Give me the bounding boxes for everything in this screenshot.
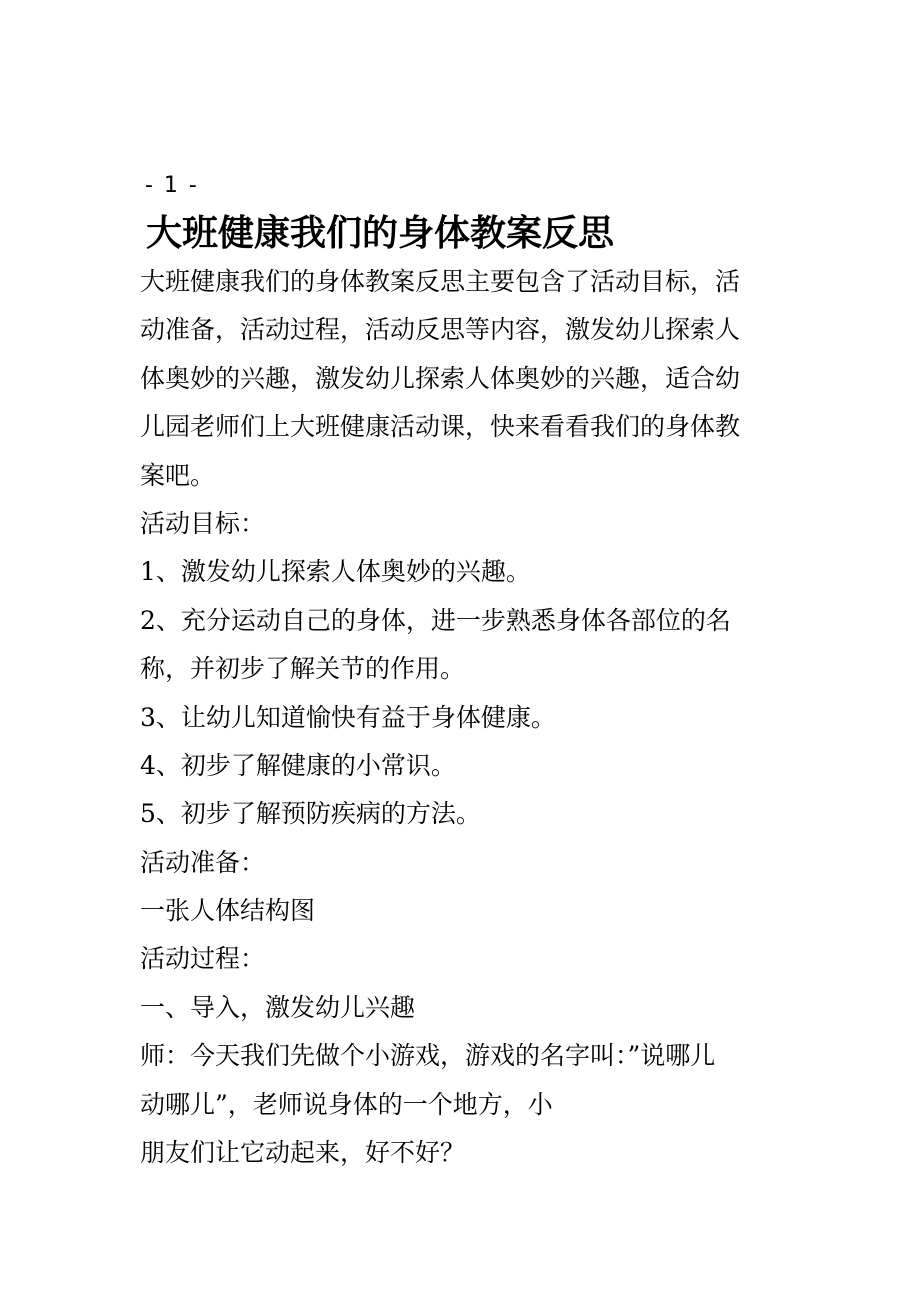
section-heading-goals: 活动目标：: [140, 508, 266, 538]
goal-item-1: 1、激发幼儿探索人体奥妙的兴趣。: [140, 557, 531, 587]
document-body: [140, 258, 780, 1177]
section-heading-process: 活动过程：: [140, 944, 266, 974]
process-step-heading: 一、导入，激发幼儿兴趣: [140, 992, 416, 1022]
preparation-item: 一张人体结构图: [140, 896, 316, 926]
goal-item-2: 2、充分运动自己的身体，进一步熟悉身体各部位的名: [140, 605, 731, 635]
process-paragraph-line-3: 朋友们让它动起来，好不好？: [140, 1138, 466, 1168]
intro-line-2: 动准备，活动过程，活动反思等内容，激发幼儿探索人: [140, 315, 741, 345]
section-heading-preparation: 活动准备：: [140, 847, 266, 877]
process-paragraph-line-1: 师：今天我们先做个小游戏，游戏的名字叫：”说哪儿: [140, 1041, 716, 1071]
process-paragraph-line-2: 动哪儿”，老师说身体的一个地方，小: [140, 1089, 553, 1119]
goal-item-5: 5、初步了解预防疾病的方法。: [140, 799, 481, 829]
goal-item-4: 4、初步了解健康的小常识。: [140, 750, 456, 780]
document-title: 大班健康我们的身体教案反思: [146, 213, 615, 254]
intro-line-1: 大班健康我们的身体教案反思主要包含了活动目标，活: [140, 267, 741, 296]
goal-item-3: 3、让幼儿知道愉快有益于身体健康。: [140, 702, 556, 732]
goal-item-2-continued: 称，并初步了解关节的作用。: [140, 654, 466, 684]
intro-line-5: 案吧。: [140, 460, 216, 490]
page-number: - 1 -: [145, 173, 199, 198]
intro-line-3: 体奥妙的兴趣，激发幼儿探索人体奥妙的兴趣，适合幼: [140, 363, 741, 393]
intro-line-4: 儿园老师们上大班健康活动课，快来看看我们的身体教: [140, 412, 741, 442]
